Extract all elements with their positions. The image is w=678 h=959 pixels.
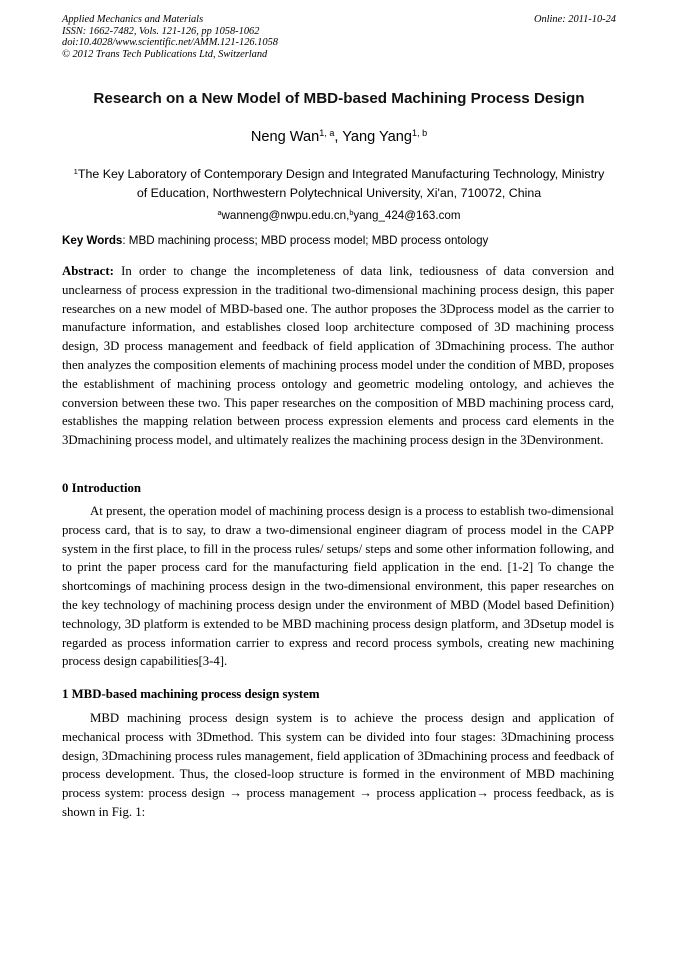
- section-heading: 0 Introduction: [62, 481, 142, 495]
- keywords-text: : MBD machining process; MBD process model; MBD process ontology: [122, 234, 489, 247]
- email-line: [62, 209, 616, 222]
- doi-line[interactable]: doi:10.4028/www.scientific.net/AMM.121-126.1058: [62, 37, 278, 49]
- affiliation-superscript: 1: [73, 166, 78, 176]
- author-line: [40, 129, 638, 145]
- affiliation: [62, 165, 616, 203]
- affiliation-line: of Education, Northwestern Polytechnical University, Xi'an, 710072, China: [136, 186, 542, 200]
- abstract-text: In order to change the incompleteness of data link, tediousness of data conversion and unclearness of process expression in the traditional two-dimensional machining process design, this paper researches on a new model of MBD-based one. The author proposes the 3Dprocess model as the carrier to manufacture information, and establishes closed loop architecture composed of 3D machining process design, 3D process management and feedback of field application of 3Dmachining process. The author then analyzes the composition elements of machining process model under the condition of MBD, proposes the establishment of machining process ontology and geometric modeling ontology, and achieves the conversion between these two. This paper researches on the composition of MBD machining process card, establishes the mapping relation between process expression elements and process card elements in the 3Dmachining process model, and ultimately realizes the machining process design in the 3Denvironment.: [62, 264, 614, 448]
- email-superscript: b: [349, 208, 354, 218]
- section-paragraph: MBD machining process design system is to achieve the process design and application of mechanical process with 3Dmethod. This system can be divided into four stages: 3Dmachining process design, 3Dmachining process rules management, field application of 3Dmachining process and feedback of process development. Thus, the closed-loop structure is formed in the environment of MBD machining process system: process design → process management → process application→ process feedback, as is shown in Fig. 1:: [62, 711, 614, 819]
- affiliation-line: The Key Laboratory of Contemporary Design and Integrated Manufacturing Technology, Ministry: [77, 167, 605, 181]
- author-separator: ,: [334, 129, 343, 145]
- keywords: [62, 234, 622, 247]
- email-address[interactable]: yang_424@163.com: [353, 209, 461, 222]
- copyright-line: © 2012 Trans Tech Publications Ltd, Switzerland: [62, 48, 268, 60]
- journal-name: Applied Mechanics and Materials: [62, 14, 204, 25]
- author-name: Neng Wan: [250, 129, 320, 145]
- keywords-label: Key Words: [62, 234, 123, 247]
- journal-header: [62, 14, 616, 60]
- section-heading: 1 MBD-based machining process design system: [62, 687, 320, 701]
- abstract: [62, 262, 614, 450]
- author-superscript: 1, a: [319, 128, 335, 139]
- online-date: Online: 2011-10-24: [533, 14, 616, 25]
- issn-line: ISSN: 1662-7482, Vols. 121-126, pp 1058-1062: [62, 25, 260, 37]
- author-name: Yang Yang: [342, 129, 413, 145]
- email-superscript: a: [217, 208, 222, 218]
- paper-title: Research on a New Model of MBD-based Machining Process Design: [93, 90, 585, 107]
- section-paragraph: At present, the operation model of machining process design is a process to establish two-dimensional process card, that is to say, to draw a two-dimensional engineer diagram of process model in the CAPP system in the first place, to fill in the process rules/ setups/ steps and some other information following, and to print the paper process card for the manufacturing field application in the end. [1-2] To change the shortcomings of machining process design in the two-dimensional environment, this paper researches on the key technology of machining process design under the environment of MBD (Model based Definition) technology, 3D platform is extended to be MBD machining process design platform, and 3Dsetup model is regarded as process information carrier to express and record process symbols, creating new machining process design capabilities[3-4].: [62, 504, 614, 669]
- author-superscript: 1, b: [412, 128, 428, 139]
- abstract-label: Abstract:: [62, 264, 114, 278]
- email-address[interactable]: wanneng@nwpu.edu.cn,: [221, 209, 350, 222]
